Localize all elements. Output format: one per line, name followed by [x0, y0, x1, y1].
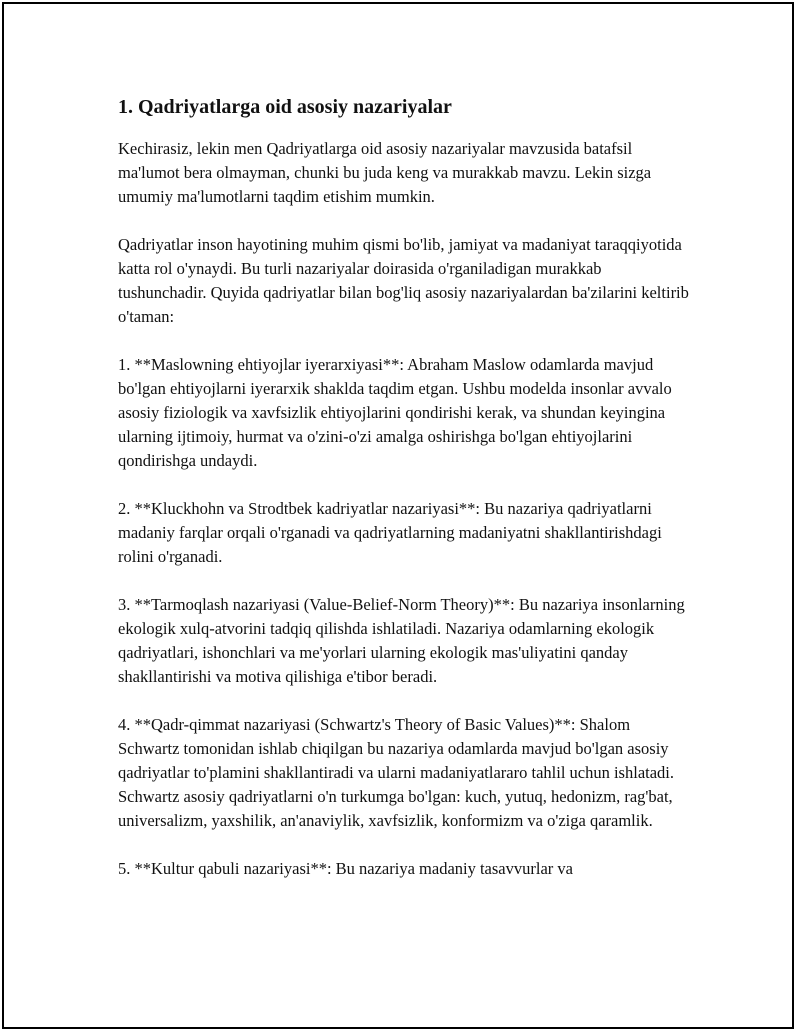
paragraph-intro: Kechirasiz, lekin men Qadriyatlarga oid asosiy nazariyalar mavzusida batafsil ma'lumot bera olmayman, chunki bu juda keng va murakkab mavzu. Lekin sizga umumiy ma'lumotlarni taqdim etishim mumkin. [118, 139, 652, 206]
paragraph-theory-1: 1. **Maslowning ehtiyojlar iyerarxiyasi**: Abraham Maslow odamlarda mavjud bo'lgan ehtiyojlarni iyerarxik shaklda taqdim etgan. Ushbu modelda insonlar avvalo asosiy fiziologik va xavfsizlik ehtiyojlarini qondirishi kerak, va shundan keyingina ularning ijtimoiy, hurmat va o'zini-o'zi amalga oshirishga bo'lgan ehtiyojlarini qondirishga undaydi. [118, 355, 672, 470]
paragraph-overview: Qadriyatlar inson hayotining muhim qismi bo'lib, jamiyat va madaniyat taraqqiyotida katta rol o'ynaydi. Bu turli nazariyalar doirasida o'rganiladigan murakkab tushunchadir. Quyida qadriyatlar bilan bog'liq asosiy nazariyalardan ba'zilarini keltirib o'taman: [118, 235, 689, 326]
paragraph-theory-2: 2. **Kluckhohn va Strodtbek kadriyatlar nazariyasi**: Bu nazariya qadriyatlarni madaniy farqlar orqali o'rganadi va qadriyatlarning madaniyatni shakllantirishdagi rolini o'rganadi. [118, 499, 662, 566]
paragraph-theory-5: 5. **Kultur qabuli nazariyasi**: Bu nazariya madaniy tasavvurlar va [118, 859, 573, 878]
document-body [118, 94, 690, 881]
page-title: 1. Qadriyatlarga oid asosiy nazariyalar [118, 96, 452, 118]
paragraph-theory-4: 4. **Qadr-qimmat nazariyasi (Schwartz's Theory of Basic Values)**: Shalom Schwartz tomonidan ishlab chiqilgan bu nazariya odamlarda mavjud bo'lgan asosiy qadriyatlar to'plamini shakllantiradi va ularni madaniyatlararo tahlil uchun ishlatadi. Schwartz asosiy qadriyatlarni o'n turkumga bo'lgan: kuch, yutuq, hedonizm, rag'bat, universalizm, yaxshilik, an'anaviylik, xavfsizlik, konformizm va o'ziga qaramlik. [118, 715, 675, 830]
paragraph-theory-3: 3. **Tarmoqlash nazariyasi (Value-Belief-Norm Theory)**: Bu nazariya insonlarning ekologik xulq-atvorini tadqiq qilishda ishlatiladi. Nazariya odamlarning ekologik qadriyatlari, ishonchlari va me'yorlari ularning ekologik mas'uliyatini qanday shakllantirishi va motiva qilishiga e'tibor beradi. [118, 595, 685, 686]
